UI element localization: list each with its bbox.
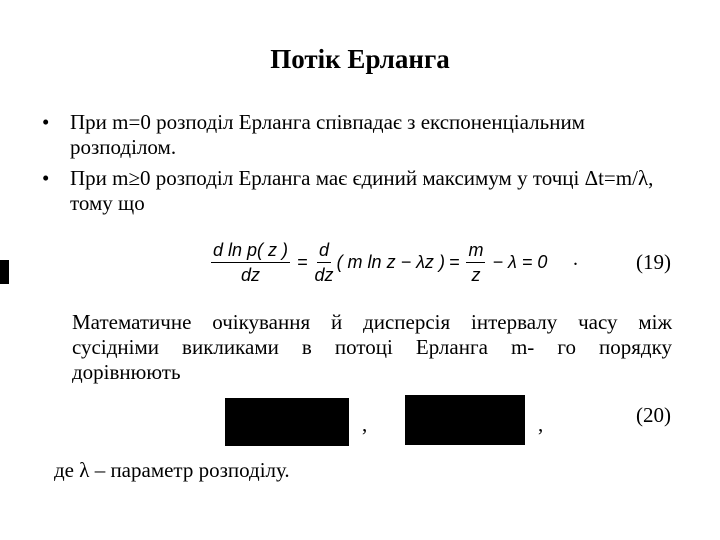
equation-trailing-dot: .: [573, 248, 578, 270]
bullet-list: [40, 110, 680, 222]
equation-20-image-right: [405, 395, 525, 445]
body-paragraph: Математичне очікування й дисперсія інтервалу часу між сусідніми викликами в потоці Ерланга m- го порядку дорівнюють: [72, 310, 672, 384]
equation-number-19: (19): [636, 250, 671, 274]
bullet-item: [40, 110, 680, 160]
footer-note: де λ – параметр розподілу.: [54, 458, 290, 482]
bullet-text: При m=0 розподіл Ерланга співпадає з експоненціальним розподілом.: [70, 110, 585, 159]
left-edge-marker: [0, 260, 9, 284]
page-title: Потік Ерланга: [270, 44, 450, 74]
equation-19: [208, 232, 551, 292]
equation-20-comma: ,: [362, 412, 368, 436]
fraction-numerator: d ln p( z ): [211, 240, 290, 263]
fraction-denominator: dz: [241, 264, 261, 285]
fraction-d-dz: [315, 240, 334, 285]
fraction-dlnp-dz: [211, 240, 290, 285]
bullet-dot-icon: •: [42, 110, 50, 134]
equation-20-comma: ,: [538, 412, 544, 436]
equals-sign: =: [297, 251, 308, 272]
expression-tail: − λ = 0: [492, 251, 548, 272]
bullet-dot-icon: •: [42, 166, 50, 190]
equals-sign: =: [448, 251, 460, 272]
expression-term: ( m ln z − λz ): [336, 251, 445, 272]
fraction-numerator: d: [317, 240, 331, 263]
bullet-item: [40, 166, 680, 216]
bullet-text: При m≥0 розподіл Ерланга має єдиний максимум у точці Δt=m/λ, тому що: [70, 166, 654, 215]
fraction-numerator: m: [466, 240, 485, 263]
fraction-m-z: [466, 240, 485, 285]
equation-number-20: (20): [636, 403, 671, 427]
fraction-denominator: z: [471, 264, 481, 285]
fraction-denominator: dz: [314, 264, 334, 285]
equation-20-image-left: [225, 398, 349, 446]
